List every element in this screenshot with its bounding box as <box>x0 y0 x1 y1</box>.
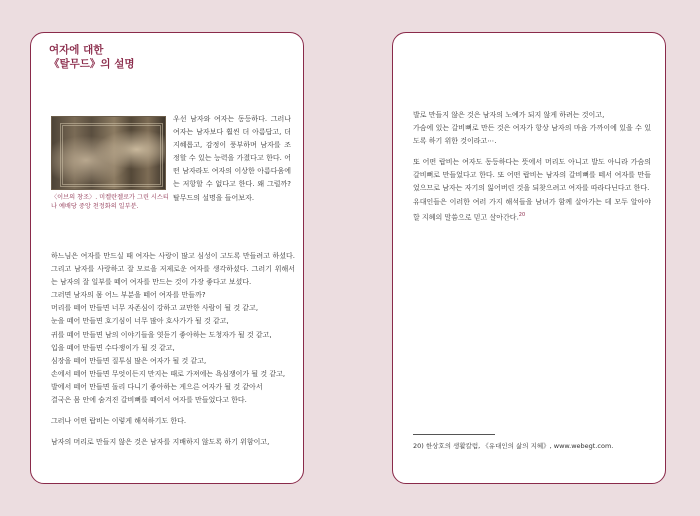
body-line: 결국은 몸 안에 숨겨진 갈비뼈를 떼어서 여자를 만들었다고 한다. <box>51 396 247 405</box>
body-line: 손에서 떼어 만들면 무엇이든지 만지는 때로 가져에는 욕심쟁이가 될 것 같고, <box>51 369 286 378</box>
body-line: 발로 만들지 않은 것은 남자의 노예가 되지 않게 하려는 것이고, <box>413 111 605 119</box>
body-line: 또 어떤 랍비는 여자도 동등하다는 뜻에서 머리도 아니고 발도 아니라 가슴의 갈비뼈로 만들었다고 한다. 또 어떤 랍비는 남자의 갈비뼈를 떼서 여자를 만들었으므로 남자는 자기의 잃어버린 것을 되찾으려고 여자를 따라다닌다고 한다. <box>413 158 651 193</box>
footnote: 20) 한상호의 생활칼럼, 《유대인의 삶의 지혜》, www.webegt.com. <box>413 442 614 450</box>
footnote-divider <box>413 434 495 435</box>
body-line: 머리를 떼어 만들면 너무 자존심이 강하고 교만한 사람이 될 것 같고, <box>51 304 259 313</box>
body-line: 그러나 어떤 랍비는 이렇게 해석하기도 한다. <box>51 417 187 426</box>
section-title <box>49 43 135 71</box>
intro-text: 우선 남자와 여자는 동등하다. 그러나 여자는 남자보다 훨씬 더 아름답고, 더 지혜롭고, 감정이 풍부하며 남자를 조정할 수 있는 능력을 가졌다고 한다. 어떤 남자라도 여자의 이상한 아름다움에는 저항할 수 없다고 한다. 왜 그럴까? 탈무드의 설명을 들어보자. <box>173 115 291 202</box>
body-line: 귀를 떼어 만들면 남의 이야기들을 엿듣기 좋아하는 도청자가 될 것 같고, <box>51 330 272 339</box>
right-body <box>413 109 651 224</box>
body-line-text: 유대인들은 이러한 여러 가지 해석들을 남녀가 함께 살아가는 데 모두 알아야 할 지혜의 말씀으로 믿고 살아간다. <box>413 197 651 221</box>
title-line-1: 여자에 대한 <box>49 44 104 56</box>
image-caption: 〈이브의 창조〉. 미켈란젤로가 그린 시스티나 예배당 중앙 천정화의 일부분. <box>51 194 169 210</box>
intro-paragraph <box>173 113 291 205</box>
right-page <box>392 32 666 484</box>
body-line: 가슴에 있는 갈비뼈로 만든 것은 여자가 항상 남자의 마음 가까이에 있을 수 있도록 하기 위한 것이라고⋯. <box>413 124 651 146</box>
body-line-last <box>413 196 651 225</box>
title-line-2: 《탈무드》의 설명 <box>49 58 135 70</box>
body-line: 발에서 떼어 만들면 돌리 다니기 좋아하는 게으른 여자가 될 것 같아서 <box>51 382 263 391</box>
body-line: 하느님은 여자를 만드실 때 여자는 사랑이 많고 심성이 고도록 만들려고 하셨다. 그리고 남자를 사랑하고 잘 모르을 저제로운 여자를 생각하셨다. 그러기 위해서는 남자의 잘 일부를 떼어 여자를 만드는 것이 가장 좋다고 보셨다. <box>51 252 295 287</box>
spacer <box>413 148 651 156</box>
main-body <box>51 250 295 449</box>
body-line: 그러면 남자의 몸 어느 부분을 떼어 여자를 만들까? <box>51 291 206 300</box>
body-line: 심장을 떼어 만들면 질투심 많은 여자가 될 것 같고, <box>51 356 207 365</box>
body-line: 눈을 떼어 만들면 호기심이 너무 많아 호사가가 될 것 같고, <box>51 317 229 326</box>
left-page <box>30 32 304 484</box>
body-line: 남자의 머리로 만들지 않은 것은 남자를 지배하지 않도록 하기 위함이고, <box>51 438 270 447</box>
fresco-image <box>51 116 166 190</box>
body-line: 입을 떼어 만들면 수다쟁이가 될 것 같고, <box>51 343 175 352</box>
footnote-marker: 20 <box>518 211 526 218</box>
spacer <box>51 407 295 415</box>
spacer <box>51 428 295 436</box>
